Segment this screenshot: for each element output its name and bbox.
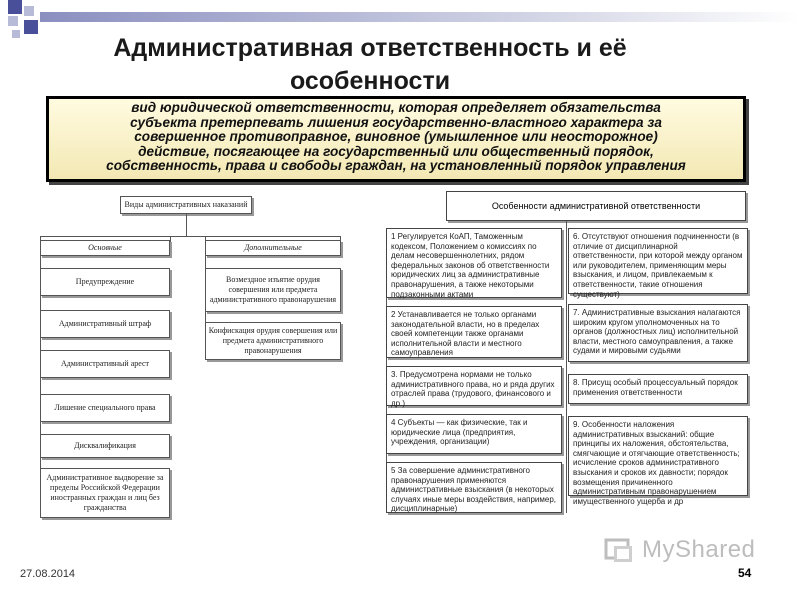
feature-item: 7. Административные взыскания налагаются широким кругом уполномоченных на то органов (должностных лиц) исполнительной власти, местного самоуправления, а также судами и мировыми судьями: [568, 304, 748, 362]
main-punishment-item: Лишение специального права: [40, 394, 170, 422]
additional-punishment-item: Возмездное изъятие орудия совершения или предмета административного правонарушения: [205, 268, 341, 312]
feature-item: 6. Отсутствуют отношения подчиненности (в отличие от дисциплинарной ответственности, при которой между органом или руководителем, применяющим меры взыскания, и лицом, привлекаемым к ответственности, такие отношения существуют): [568, 228, 748, 294]
connector: [186, 214, 187, 236]
main-punishment-item: Административный арест: [40, 350, 170, 378]
corner-square-2: [24, 6, 34, 16]
definition-line-3: совершенное противоправное, виновное (умышленное или неосторожное): [134, 129, 658, 145]
feature-item: 3. Предусмотрена нормами не только административного права, но и ряда других отраслей права (трудового, финансового и др.): [386, 366, 562, 406]
main-punishment-item: Административный штраф: [40, 310, 170, 338]
slide-date: 27.08.2014: [20, 568, 76, 580]
corner-square-5: [12, 30, 20, 38]
corner-square-1: [8, 0, 22, 14]
feature-item: 8. Присущ особый процессуальный порядок применения ответственности: [568, 374, 748, 404]
feature-item: 5 За совершение административного правонарушения применяются административные взыскания (в некоторых случаях иные меры воздействия, например, дисциплинарные): [386, 462, 562, 513]
definition-box: [46, 96, 746, 182]
corner-square-3: [8, 16, 18, 26]
top-bar: [40, 12, 800, 22]
main-punishment-item: Предупреждение: [40, 268, 170, 296]
additional-punishments-label: Дополнительные: [205, 240, 341, 256]
definition-line-1: вид юридической ответственности, которая определяет обязательства: [131, 100, 661, 115]
definition-line-2: субъекта претерпевать лишения государственно-властного характера за: [130, 114, 662, 130]
page-number: 54: [738, 566, 752, 580]
main-punishment-item: Дисквалификация: [40, 434, 170, 458]
feature-item: 9. Особенности наложения административных взысканий: общие принципы их наложения, обстоятельства, смягчающие и отягчающие ответственность; исчисление сроков административного взыскания и сроков их давности; порядок возмещения причиненного административным правонарушением имущественного ущерба и др: [568, 416, 748, 496]
main-punishments-label: Основные: [40, 240, 170, 256]
feature-item: 1 Регулируется КоАП, Таможенным кодексом, Положением о комиссиях по делам несовершеннолетних, рядом федеральных законов об ответственности юридических лиц за административные правонарушения, а также некоторыми подзаконными актами: [386, 228, 562, 298]
feature-item: 2 Устанавливается не только органами законодательной власти, но в пределах своей компетенции также органами исполнительной власти и местного самоуправления: [386, 306, 562, 358]
definition-line-5: собственность, права и свободы граждан, на установленный порядок управления: [106, 158, 686, 174]
additional-punishment-item: Конфискация орудия совершения или предмета административного правонарушения: [205, 322, 341, 360]
logo: [604, 532, 774, 568]
definition-line-4: действие, посягающее на государственный или общественный порядок,: [138, 143, 654, 159]
logo-text: MyShared: [642, 536, 756, 563]
feature-item: 4 Субъекты — как физические, так и юридические лица (предприятия, учреждения, организации): [386, 414, 562, 454]
main-punishment-item: Административное выдворение за пределы Российской Федерации иностранных граждан и лиц без гражданства: [40, 468, 170, 518]
connector: [566, 221, 567, 513]
title-line-1: Административная ответственность и её: [113, 34, 627, 62]
features-root: Особенности административной ответственности: [446, 191, 746, 221]
title-line-2: особенности: [289, 67, 451, 95]
connector: [170, 236, 171, 246]
connector: [40, 236, 341, 237]
slide-title: [20, 32, 720, 98]
punishments-root: Виды административных наказаний: [120, 196, 252, 214]
logo-icon: [604, 534, 636, 566]
